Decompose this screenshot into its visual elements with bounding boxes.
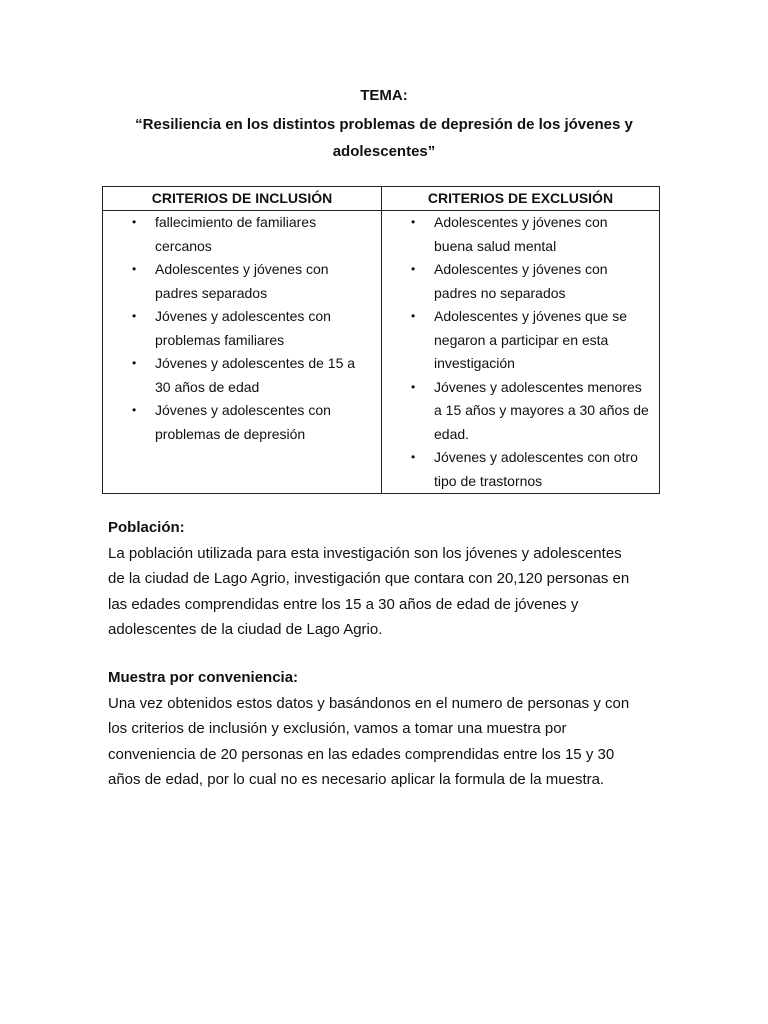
paragraph-line: conveniencia de 20 personas en las edades comprendidas entre los 15 y 30 [108, 745, 615, 763]
document-title [100, 111, 668, 165]
list-item-line: Adolescentes y jóvenes que se [434, 308, 628, 324]
list-item-line: Jóvenes y adolescentes con otro [434, 449, 638, 465]
poblacion-section [108, 515, 668, 643]
list-item-line: Jóvenes y adolescentes con [155, 308, 331, 324]
inclusion-cell [103, 211, 382, 493]
bullet-icon: • [132, 356, 137, 370]
list-item [103, 305, 381, 352]
bullet-icon: • [132, 215, 137, 229]
list-item [382, 211, 659, 258]
bullet-icon: • [132, 262, 137, 276]
paragraph-line: las edades comprendidas entre los 15 a 30 años de edad de jóvenes y [108, 595, 579, 613]
muestra-label: Muestra por conveniencia: [108, 669, 299, 686]
paragraph-line: Una vez obtenidos estos datos y basándonos en el numero de personas y con [108, 694, 630, 712]
list-item-line: 30 años de edad [155, 378, 260, 395]
exclusion-cell [382, 211, 659, 493]
list-item-line: problemas de depresión [155, 425, 306, 442]
list-item-line: Adolescentes y jóvenes con [434, 261, 608, 277]
list-item-line: buena salud mental [434, 237, 557, 254]
list-item-line: padres separados [155, 284, 268, 301]
list-item-line: padres no separados [434, 284, 566, 301]
list-item-line: a 15 años y mayores a 30 años de [434, 402, 649, 418]
list-item-line: Adolescentes y jóvenes con [434, 214, 608, 230]
bullet-icon: • [411, 262, 416, 276]
muestra-paragraph [108, 691, 668, 793]
paragraph-line: los criterios de inclusión y exclusión, vamos a tomar una muestra por [108, 720, 567, 737]
list-item [103, 211, 381, 258]
inclusion-list [103, 211, 381, 446]
paragraph-line: años de edad, por lo cual no es necesario aplicar la formula de la muestra. [108, 771, 605, 788]
list-item [103, 399, 381, 446]
muestra-section [108, 665, 668, 793]
title-line-2: adolescentes” [332, 143, 436, 160]
list-item [382, 305, 659, 376]
paragraph-line: de la ciudad de Lago Agrio, investigación que contara con 20,120 personas en [108, 570, 630, 587]
list-item [382, 376, 659, 447]
list-item-line: Adolescentes y jóvenes con [155, 261, 329, 277]
list-item-line: Jóvenes y adolescentes con [155, 402, 331, 418]
list-item-line: tipo de trastornos [434, 472, 543, 489]
poblacion-label: Población: [108, 519, 185, 536]
exclusion-list [382, 211, 659, 493]
bullet-icon: • [411, 450, 416, 464]
list-item [103, 258, 381, 305]
bullet-icon: • [132, 309, 137, 323]
inclusion-header: CRITERIOS DE INCLUSIÓN [103, 187, 382, 211]
list-item-line: cercanos [155, 237, 212, 254]
list-item [382, 258, 659, 305]
bullet-icon: • [411, 379, 416, 394]
list-item-line: investigación [434, 355, 515, 371]
list-item [103, 352, 381, 399]
list-item-line: Jóvenes y adolescentes de 15 a [155, 355, 356, 371]
title-line-1: “Resiliencia en los distintos problemas de depresión de los jóvenes y [135, 116, 633, 133]
list-item-line: Jóvenes y adolescentes menores [434, 378, 642, 395]
bullet-icon: • [411, 309, 416, 323]
list-item-line: fallecimiento de familiares [155, 214, 317, 230]
bullet-icon: • [411, 215, 416, 229]
criteria-table [102, 186, 660, 494]
paragraph-line: adolescentes de la ciudad de Lago Agrio. [108, 621, 383, 638]
paragraph-line: La población utilizada para esta investigación son los jóvenes y adolescentes [108, 544, 622, 562]
exclusion-header: CRITERIOS DE EXCLUSIÓN [382, 187, 659, 211]
bullet-icon: • [132, 403, 137, 417]
list-item-line: edad. [434, 425, 470, 442]
list-item [382, 446, 659, 493]
poblacion-paragraph [108, 541, 668, 643]
list-item-line: problemas familiares [155, 331, 285, 348]
topic-label: TEMA: [360, 87, 408, 104]
list-item-line: negaron a participar en esta [434, 331, 609, 348]
